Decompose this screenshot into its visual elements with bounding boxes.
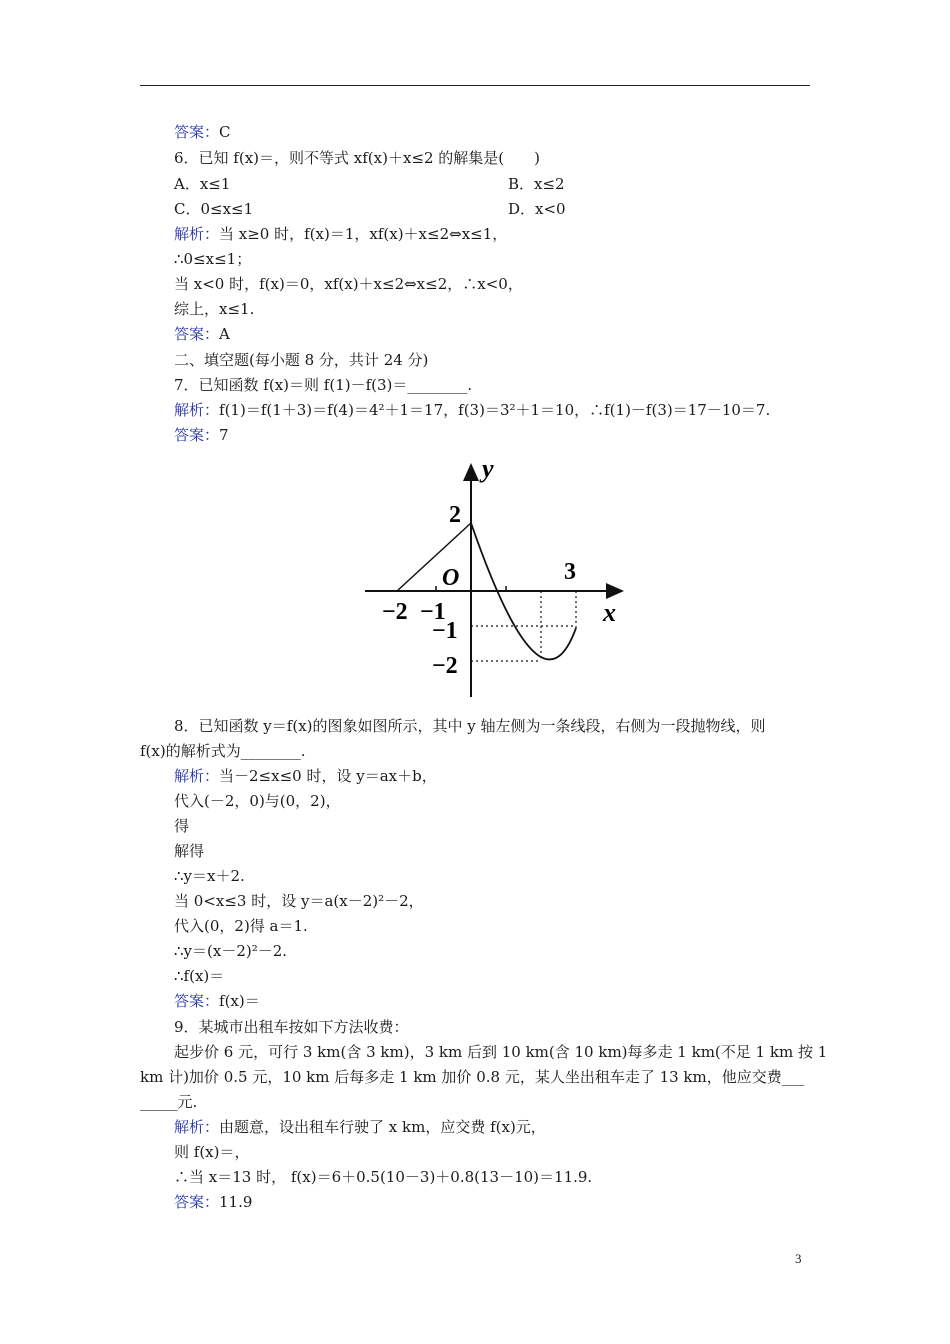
answer-label: 答案： [174,123,220,141]
q7-analysis [174,400,770,420]
q8-analysis-line-9: ∴f(x)＝ [174,967,225,985]
analysis-label: 解析： [174,767,220,785]
q8-analysis-line-8: ∴y＝(x－2)²－2. [174,942,288,960]
analysis-text: f(1)＝f(1＋3)＝f(4)＝4²＋1＝17，f(3)＝3²＋1＝10，∴f(1)－f(3)＝17－10＝7. [219,401,771,419]
origin-label: O [442,565,460,591]
analysis-text: 当 x≥0 时，f(x)＝1，xf(x)＋x≤2⇔x≤1， [219,225,508,243]
tick-label-2: 2 [449,502,461,528]
answer-label: 答案： [174,325,220,343]
q6-option-a: A．x≤1 [174,175,231,193]
q6-option-b: B．x≤2 [508,175,565,193]
tick-label-neg1: −1 [420,599,446,625]
tick-label-neg1-y: −1 [432,618,458,644]
answer-value: f(x)＝ [219,992,260,1010]
page-number: 3 [795,1251,802,1266]
function-graph [360,455,630,700]
analysis-label: 解析： [174,401,220,419]
answer-label: 答案： [174,1193,220,1211]
q9-question-line-2: 起步价 6 元，可行 3 km(含 3 km)，3 km 后到 10 km(含 10 km)每多走 1 km(不足 1 km 按 1 [174,1043,828,1061]
q8-answer [174,991,260,1011]
answer-label: 答案： [174,992,220,1010]
q8-analysis-line-5: ∴y＝x＋2. [174,867,245,885]
answer-value: C [219,123,231,141]
answer-value: 7 [219,426,229,444]
q8-question-line-1: 8．已知函数 y＝f(x)的图象如图所示，其中 y 轴左侧为一条线段，右侧为一段抛物线，则 [174,717,766,735]
answer-value: A [219,325,230,343]
analysis-label: 解析： [174,1118,220,1136]
q8-analysis-line-7: 代入(0，2)得 a＝1. [174,917,308,935]
section-two-heading: 二、填空题(每小题 8 分，共计 24 分) [174,351,429,369]
x-axis-label: x [603,598,616,627]
analysis-label: 解析： [174,225,220,243]
q8-analysis [174,766,437,786]
q7-answer [174,425,229,445]
q6-answer [174,324,230,344]
answer-value: 11.9 [219,1193,253,1211]
q6-analysis-line-2: ∴0≤x≤1； [174,250,252,268]
q8-analysis-line-3: 得 [174,817,190,835]
q9-question-line-1: 9．某城市出租车按如下方法收费： [174,1018,409,1036]
q9-question-line-4: _____元. [140,1093,198,1111]
line-segment [397,523,471,591]
analysis-text: 当－2≤x≤0 时，设 y＝ax＋b， [219,767,437,785]
q6-option-d: D．x<0 [508,200,566,218]
y-axis-label: y [482,455,494,483]
analysis-text: 由题意，设出租车行驶了 x km，应交费 f(x)元， [219,1118,546,1136]
q6-analysis-line-3: 当 x<0 时，f(x)＝0，xf(x)＋x≤2⇔x≤2，∴x<0， [174,275,523,293]
q8-analysis-line-4: 解得 [174,842,205,860]
q9-answer [174,1192,252,1212]
q6-option-c: C．0≤x≤1 [174,200,254,218]
q8-question-line-2: f(x)的解析式为________. [140,742,306,760]
q9-question-line-3: km 计)加价 0.5 元，10 km 后每多走 1 km 加价 0.8 元，某人坐出租车走了 13 km，他应交费___ [140,1068,805,1086]
q6-analysis-line-4: 综上，x≤1. [174,300,255,318]
q9-analysis-line-3: ∴当 x＝13 时， f(x)＝6＋0.5(10－3)＋0.8(13－10)＝11.9. [174,1168,593,1186]
q5-answer [174,122,231,142]
tick-label-neg2-y: −2 [432,653,458,679]
answer-label: 答案： [174,426,220,444]
q8-analysis-line-2: 代入(－2，0)与(0，2)， [174,792,341,810]
header-rule [140,85,810,86]
q6-question: 6．已知 f(x)＝，则不等式 xf(x)＋x≤2 的解集是( ) [174,149,541,167]
q8-analysis-line-6: 当 0<x≤3 时，设 y＝a(x－2)²－2， [174,892,424,910]
q6-analysis [174,224,507,244]
tick-label-3: 3 [564,559,576,585]
q7-question: 7．已知函数 f(x)＝则 f(1)－f(3)＝________. [174,376,473,394]
tick-label-neg2: −2 [382,599,408,625]
q9-analysis-line-2: 则 f(x)＝， [174,1143,250,1161]
q9-analysis [174,1117,546,1137]
